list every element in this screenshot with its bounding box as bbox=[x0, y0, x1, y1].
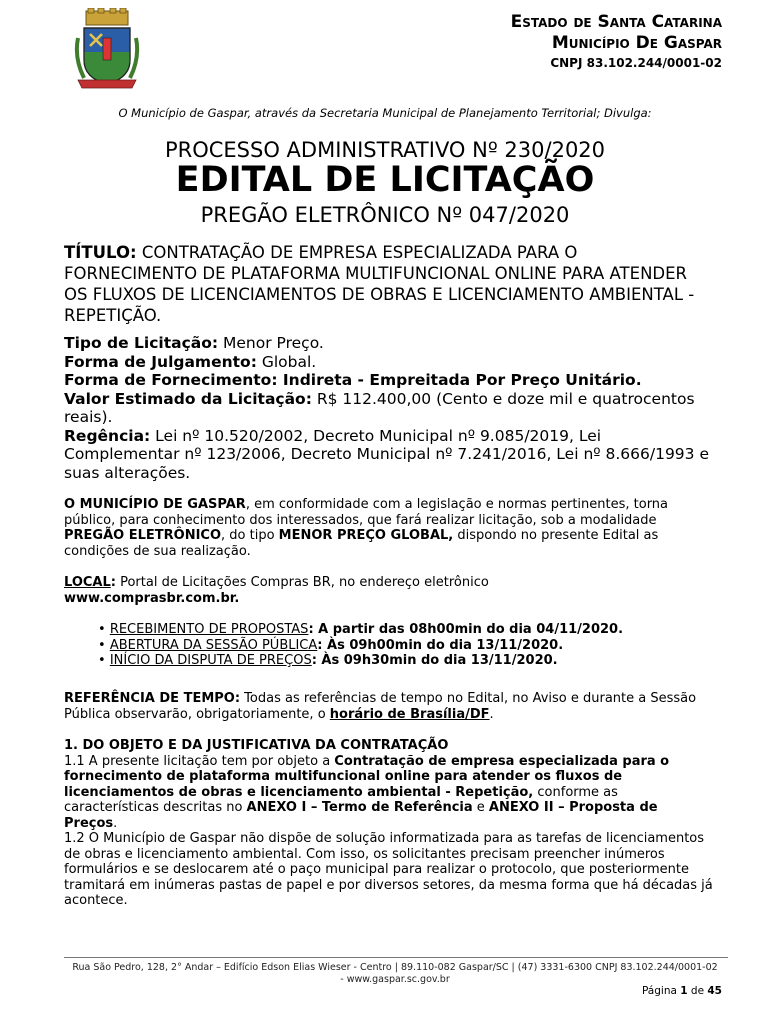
p11-c: conforme as características descritas no bbox=[64, 784, 618, 815]
valor-value: R$ 112.400,00 (Cento e doze mil e quatrocentos reais). bbox=[64, 389, 695, 426]
reg-label: Regência: bbox=[64, 426, 151, 445]
page-total: 45 bbox=[707, 985, 722, 997]
paragraph-1-2: 1.2 O Município de Gaspar não dispõe de solução informatizada para as tarefas de licenciamentos de obras e licenciamento ambiental. Com isso, os solicitantes precisam preencher inúmeros formulários e se deslocarem até o paço municipal para realizar o protocolo, que posteriormente tramitará em inúmeras pastas de papel e por diversos setores, da mesma forma que há décadas já acontece. bbox=[64, 831, 713, 908]
bullet-value: : A partir das 08h00min do dia 04/11/2020. bbox=[308, 622, 624, 637]
p11-b: Contratação de empresa especializada para o fornecimento de plataforma multifuncional online para atender os fluxos de licenciamentos de obras e licenciamento ambiental - Repetição, bbox=[64, 753, 670, 800]
local-colon: : bbox=[110, 575, 116, 590]
para1-c: PREGÃO ELETRÔNICO bbox=[64, 528, 222, 543]
paragraph-municipio bbox=[64, 497, 714, 559]
header-state: Estado de Santa Catarina bbox=[510, 12, 722, 32]
section-1-heading bbox=[64, 738, 714, 754]
tipo-licitacao bbox=[64, 334, 714, 353]
p11-f: ANEXO II – Proposta de Preços bbox=[64, 800, 658, 831]
forma-fornecimento bbox=[64, 371, 714, 390]
p11-a: 1.1 A presente licitação tem por objeto a bbox=[64, 753, 335, 769]
edital-title: EDITAL DE LICITAÇÃO bbox=[175, 160, 595, 200]
bullet-label: RECEBIMENTO DE PROPOSTAS bbox=[109, 622, 309, 637]
local-label: LOCAL bbox=[64, 575, 111, 590]
page-num: 1 bbox=[680, 985, 688, 997]
object-title-label: TÍTULO: bbox=[64, 243, 137, 262]
bullet-label: ABERTURA DA SESSÃO PÚBLICA bbox=[109, 637, 318, 653]
p11-d: ANEXO I – Termo de Referência bbox=[246, 800, 473, 815]
intro-line: O Município de Gaspar, através da Secretaria Municipal de Planejamento Territorial; Divulga: bbox=[118, 106, 652, 120]
local-url-line bbox=[64, 591, 714, 607]
para1-d: , do tipo bbox=[221, 528, 279, 543]
header-municipality: Município De Gaspar bbox=[551, 33, 722, 53]
header-cnpj: CNPJ 83.102.244/0001-02 bbox=[550, 56, 722, 70]
para1-f: dispondo no presente Edital as condições de sua realização. bbox=[64, 528, 659, 559]
page-label: Página bbox=[641, 985, 681, 997]
para1-a: O MUNICÍPIO DE GASPAR bbox=[64, 497, 246, 512]
object-title-block bbox=[64, 242, 714, 326]
section-1-heading-text: 1. DO OBJETO E DA JUSTIFICATIVA DA CONTRATAÇÃO bbox=[64, 738, 449, 753]
valor-label: Valor Estimado da Licitação: bbox=[64, 389, 312, 408]
ref-highlight: horário de Brasília/DF bbox=[329, 707, 490, 722]
para1-b: , em conformidade com a legislação e normas pertinentes, torna público, para conhecimento dos interessados, que fará realizar licitação, sob a modalidade bbox=[64, 497, 669, 528]
local-text: Portal de Licitações Compras BR, no endereço eletrônico bbox=[115, 575, 489, 590]
pregao-title: PREGÃO ELETRÔNICO Nº 047/2020 bbox=[200, 203, 570, 227]
julg-value: Global. bbox=[256, 352, 317, 371]
p11-e: e bbox=[472, 800, 489, 815]
page-number bbox=[642, 985, 722, 997]
reg-value: Lei nº 10.520/2002, Decreto Municipal nº 9.085/2019, Lei Complementar nº 123/2006, Decreto Municipal nº 7.241/2016, Lei nº 8.666/1993 e suas alterações. bbox=[64, 426, 709, 482]
bullet-value: : Às 09h00min do dia 13/11/2020. bbox=[317, 637, 564, 653]
list-item: • RECEBIMENTO DE PROPOSTAS: A partir das 08h00min do dia 04/11/2020. bbox=[98, 622, 624, 637]
julg-label: Forma de Julgamento: bbox=[64, 352, 257, 371]
p11-g: . bbox=[113, 815, 118, 831]
forn-text: Forma de Fornecimento: Indireta - Empreitada Por Preço Unitário. bbox=[64, 371, 642, 389]
ref-label: REFERÊNCIA DE TEMPO: bbox=[64, 691, 241, 706]
bullet-value: : Às 09h30min do dia 13/11/2020. bbox=[311, 653, 558, 668]
footer-divider bbox=[64, 957, 728, 958]
time-reference bbox=[64, 691, 714, 723]
paragraph-1-1 bbox=[64, 754, 714, 832]
ref-end: . bbox=[489, 707, 494, 722]
regencia bbox=[64, 427, 714, 483]
summary-block bbox=[64, 334, 714, 482]
dates-list bbox=[98, 622, 623, 669]
tipo-value: Menor Preço. bbox=[218, 334, 324, 352]
bullet-label: INÍCIO DA DISPUTA DE PREÇOS bbox=[109, 653, 312, 668]
municipal-coat-of-arms bbox=[72, 8, 142, 92]
section-1 bbox=[64, 738, 714, 909]
footer-address: Rua São Pedro, 128, 2° Andar – Edifício Edson Elias Wieser - Centro | 89.110-082 Gaspar/SC | (47) 3331-6300 CNPJ 83.102.244/0001-02 - www.gaspar.sc.gov.br bbox=[72, 962, 718, 985]
list-item: • ABERTURA DA SESSÃO PÚBLICA: Às 09h00min do dia 13/11/2020. bbox=[98, 637, 564, 653]
tipo-label: Tipo de Licitação: bbox=[64, 334, 219, 352]
local-line bbox=[64, 575, 714, 591]
local-url[interactable]: www.comprasbr.com.br. bbox=[64, 591, 240, 606]
process-title: PROCESSO ADMINISTRATIVO Nº 230/2020 bbox=[164, 138, 606, 162]
list-item: • INÍCIO DA DISPUTA DE PREÇOS: Às 09h30min do dia 13/11/2020. bbox=[98, 653, 558, 668]
valor-estimado bbox=[64, 390, 714, 427]
para1-e: MENOR PREÇO GLOBAL, bbox=[278, 528, 454, 543]
object-title-text: CONTRATAÇÃO DE EMPRESA ESPECIALIZADA PARA O FORNECIMENTO DE PLATAFORMA MULTIFUNCIONAL ONLINE PARA ATENDER OS FLUXOS DE LICENCIAMENTOS DE OBRAS E LICENCIAMENTO AMBIENTAL - REPETIÇÃO. bbox=[64, 243, 695, 325]
local-block bbox=[64, 575, 714, 607]
ref-text: Todas as referências de tempo no Edital, no Aviso e durante a Sessão Pública observarão, obrigatoriamente, o bbox=[64, 691, 697, 722]
forma-julgamento bbox=[64, 353, 714, 372]
page-of: de bbox=[687, 985, 708, 997]
